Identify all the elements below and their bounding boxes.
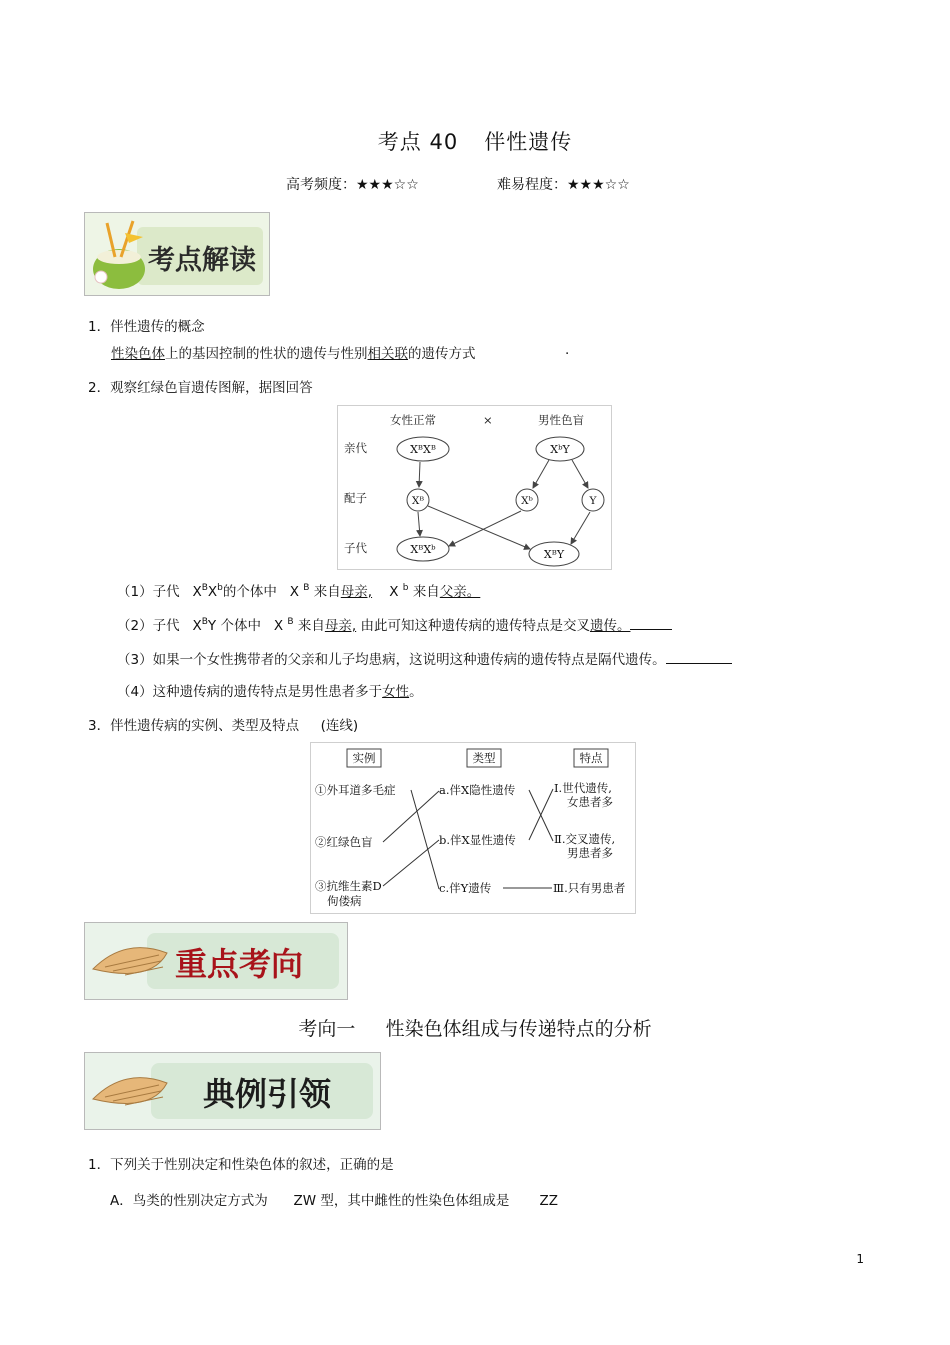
shell-icon <box>85 1053 380 1129</box>
text-segment: Y 个体中 <box>207 618 261 634</box>
gamete-xb-mother: Xᴮ <box>411 495 425 507</box>
item2-heading: 2．观察红绿色盲遗传图解，据图回答 <box>88 380 313 396</box>
difficulty-rating: 难易程度：★★★☆☆ <box>497 177 630 193</box>
text-segment: （3）如果一个女性携带者的父亲和儿子均患病，这说明这种遗传病的遗传特点是隔代遗传。 <box>117 652 666 668</box>
banner-zhongdian-kaoxiang <box>84 922 348 1000</box>
color-blindness-pedigree <box>337 405 612 570</box>
text-segment: A．鸟类的性别决定方式为 <box>110 1193 268 1209</box>
blank-answer: 女性 <box>382 684 410 700</box>
text-segment: 。 <box>409 684 423 700</box>
text-segment: X <box>207 584 218 600</box>
banner-kaodian-jiedu <box>84 212 270 296</box>
text-segment: ZZ <box>539 1193 558 1209</box>
superscript: B <box>287 617 294 627</box>
feature-3: Ⅲ.只有男患者 <box>553 881 626 895</box>
item3-heading <box>88 714 358 734</box>
text-segment: 的遗传方式 <box>408 346 476 362</box>
text-segment: 上的基因控制的性状的遗传与性别 <box>165 346 368 362</box>
example-3-line2: 佝偻病 <box>327 894 362 908</box>
example-1: ①外耳道多毛症 <box>315 783 396 797</box>
text-segment: 的个体中 <box>222 584 277 600</box>
section-heading <box>0 1014 950 1041</box>
child-male-genotype: XᴮY <box>543 548 565 561</box>
text-segment: 考向一 <box>298 1018 356 1040</box>
example-2: ②红绿色盲 <box>315 835 373 849</box>
type-b: b.伴X显性遗传 <box>439 833 516 847</box>
banner-dianli-yinling <box>84 1052 381 1130</box>
superscript: B <box>201 583 208 593</box>
row-child: 子代 <box>344 541 367 555</box>
banner-title: 考点解读 <box>148 245 256 276</box>
linking-diagram <box>310 742 636 914</box>
row-gamete: 配子 <box>344 491 367 505</box>
question-2-1 <box>117 580 480 600</box>
item1-definition <box>111 342 476 362</box>
row-parent: 亲代 <box>344 441 367 455</box>
text-segment: 由此可知这种遗传病的遗传特点是交叉 <box>360 618 590 634</box>
label-female: 女性正常 <box>390 413 436 427</box>
text-segment: 性染色体组成与传递特点的分析 <box>385 1018 652 1040</box>
text-segment: X <box>273 618 284 634</box>
superscript: B <box>303 583 310 593</box>
period-mark: . <box>565 342 570 358</box>
text-segment: 型，其中雌性的性染色体组成是 <box>320 1193 510 1209</box>
feature-1-line2: 女患者多 <box>567 795 613 809</box>
item1-heading: 1．伴性遗传的概念 <box>88 319 205 335</box>
banner-title: 典例引领 <box>203 1075 332 1113</box>
blank-answer: 母亲, <box>340 584 373 600</box>
question-2-3 <box>117 648 732 668</box>
cross-symbol: × <box>483 413 493 427</box>
question-stem: 1．下列关于性别决定和性染色体的叙述，正确的是 <box>88 1157 394 1173</box>
header-type: 类型 <box>472 751 496 765</box>
question-2-2 <box>117 614 672 634</box>
text-segment: X <box>389 584 399 600</box>
answer-blank-line <box>666 649 732 664</box>
text-segment: （1）子代 <box>117 584 180 600</box>
parent-female-genotype: XᴮXᴮ <box>410 443 436 456</box>
child-female-genotype: XᴮXᵇ <box>410 543 436 556</box>
page-title <box>0 126 950 156</box>
parent-male-genotype: XᵇY <box>550 443 570 456</box>
text-segment: X <box>192 584 202 600</box>
answer-blank-line <box>630 615 672 630</box>
question-2-4 <box>117 680 423 700</box>
blank-answer: 性染色体 <box>111 346 165 362</box>
text-segment: 来自 <box>412 584 440 600</box>
title-prefix: 考点 40 <box>377 130 459 154</box>
text-segment: ZW <box>293 1193 317 1209</box>
superscript: b <box>217 583 223 593</box>
frequency-rating: 高考频度：★★★☆☆ <box>286 177 419 193</box>
shell-icon <box>85 923 347 999</box>
blank-answer: 母亲, <box>324 618 357 634</box>
blank-answer: 父亲。 <box>439 584 481 600</box>
text-segment: （4）这种遗传病的遗传特点是男性患者多于 <box>117 684 383 700</box>
feature-2: Ⅱ.交叉遗传, <box>554 832 616 846</box>
label-male: 男性色盲 <box>538 413 584 427</box>
text-segment: 来自 <box>297 618 325 634</box>
blank-answer: 遗传。 <box>589 618 631 634</box>
type-a: a.伴X隐性遗传 <box>439 783 516 797</box>
text-segment: X <box>192 618 202 634</box>
text-segment: 来自 <box>313 584 341 600</box>
banner-title: 重点考向 <box>175 945 304 983</box>
gamete-xb-father: Xᵇ <box>521 495 533 507</box>
option-a <box>110 1189 558 1209</box>
title-main: 伴性遗传 <box>484 130 573 154</box>
text-segment: （2）子代 <box>117 618 180 634</box>
text-segment: 3．伴性遗传病的实例、类型及特点 <box>88 718 300 734</box>
blank-answer: 相关联 <box>367 346 408 362</box>
text-segment: (连线) <box>320 718 359 734</box>
header-feature: 特点 <box>579 751 603 765</box>
feature-1: Ⅰ.世代遗传, <box>554 781 612 795</box>
feature-2-line2: 男患者多 <box>567 846 613 860</box>
superscript: b <box>402 583 409 593</box>
header-example: 实例 <box>352 751 376 765</box>
coconut-icon <box>85 213 269 295</box>
text-segment: X <box>289 584 299 600</box>
page-number: 1 <box>856 1252 864 1266</box>
example-3: ③抗维生素D <box>315 879 382 893</box>
superscript: B <box>201 617 208 627</box>
type-c: c.伴Y遗传 <box>439 881 492 895</box>
gamete-y: Y <box>589 495 597 507</box>
